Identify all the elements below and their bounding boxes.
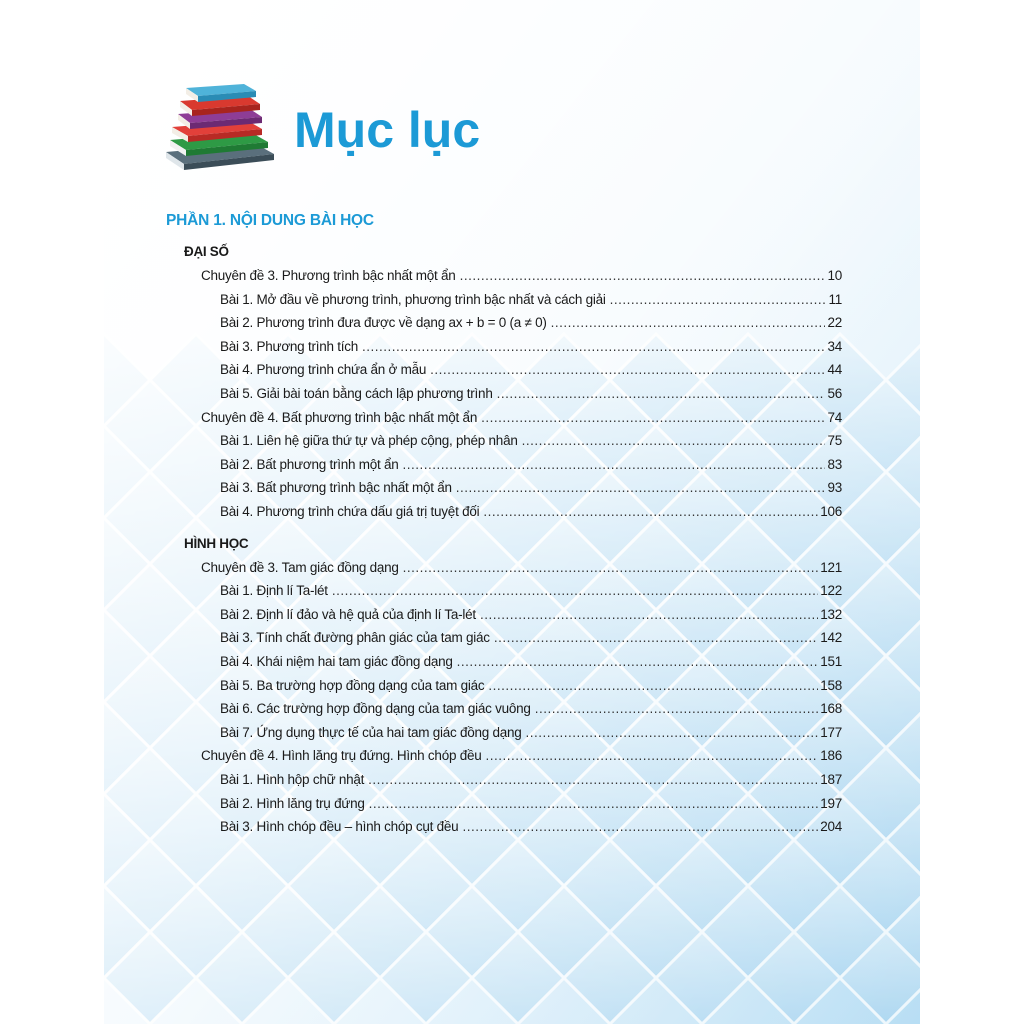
toc-lesson-entry[interactable] <box>220 819 842 839</box>
toc-page-number: 151 <box>820 654 842 669</box>
toc-lesson-entry[interactable] <box>220 725 842 745</box>
toc-chapter-entry[interactable] <box>201 268 842 288</box>
toc-lesson-entry[interactable] <box>220 583 842 603</box>
toc-entry-title: Bài 4. Khái niệm hai tam giác đồng dạng <box>220 654 453 669</box>
toc-lesson-entry[interactable] <box>220 654 842 674</box>
toc-lesson-entry[interactable] <box>220 362 842 382</box>
toc-lesson-entry[interactable] <box>220 678 842 698</box>
toc-entry-title: Bài 2. Phương trình đưa được về dạng ax + b = 0 (a ≠ 0) <box>220 315 547 331</box>
dot-leader <box>480 607 818 622</box>
dot-leader <box>430 362 825 377</box>
toc-entry-title: Bài 7. Ứng dụng thực tế của hai tam giác đồng dạng <box>220 724 522 740</box>
toc-lesson-entry[interactable] <box>220 433 842 453</box>
toc-page-number: 34 <box>827 338 842 354</box>
toc-entry-title: Chuyên đề 4. Bất phương trình bậc nhất một ẩn <box>201 409 478 425</box>
page-title: Mục lục <box>294 102 481 158</box>
dot-leader <box>481 410 825 425</box>
toc-page-number: 158 <box>820 677 842 693</box>
toc-entry-title: Bài 6. Các trường hợp đồng dạng của tam giác vuông <box>220 701 531 717</box>
dot-leader <box>456 480 826 495</box>
dot-leader <box>460 268 826 283</box>
toc-page-number: 22 <box>827 315 842 331</box>
toc-lesson-entry[interactable] <box>220 796 842 816</box>
toc-lesson-entry[interactable] <box>220 386 842 406</box>
toc-entry-title: Bài 1. Hình hộp chữ nhật <box>220 772 365 787</box>
toc-chapter-entry[interactable] <box>201 748 842 768</box>
dot-leader <box>368 772 818 787</box>
toc-chapter-entry[interactable] <box>201 410 842 430</box>
toc-lesson-entry[interactable] <box>220 480 842 500</box>
toc-page-number: 197 <box>820 795 842 811</box>
toc-entry-title: Bài 4. Phương trình chứa ẩn ở mẫu <box>220 362 427 378</box>
dot-leader <box>403 457 826 472</box>
toc-page-number: 11 <box>828 291 842 307</box>
toc-entry-title: Bài 1. Định lí Ta-lét <box>220 583 328 599</box>
toc-page-number: 121 <box>820 559 842 575</box>
part-title: PHẦN 1. NỘI DUNG BÀI HỌC <box>166 212 374 229</box>
toc-entry-title: Bài 2. Hình lăng trụ đứng <box>220 795 365 811</box>
toc-entry-title: Bài 3. Phương trình tích <box>220 338 358 354</box>
dot-leader <box>526 725 819 740</box>
toc-lesson-entry[interactable] <box>220 607 842 627</box>
dot-leader <box>462 819 818 834</box>
dot-leader <box>494 630 818 645</box>
dot-leader <box>332 583 818 598</box>
toc-page-number: 177 <box>820 724 842 740</box>
dot-leader <box>362 339 826 354</box>
toc-lesson-entry[interactable] <box>220 315 842 335</box>
dot-leader <box>369 796 819 811</box>
toc-page-number: 44 <box>827 362 842 378</box>
toc-entry-title: Bài 5. Ba trường hợp đồng dạng của tam giác <box>220 677 485 693</box>
toc-lesson-entry[interactable] <box>220 701 842 721</box>
toc-lesson-entry[interactable] <box>220 339 842 359</box>
toc-entry-title: Bài 2. Định lí đảo và hệ quả của định lí Ta-lét <box>220 606 476 622</box>
dot-leader <box>457 654 819 669</box>
toc-entry-title: Bài 2. Bất phương trình một ẩn <box>220 456 399 472</box>
toc-page-number: 132 <box>820 606 842 622</box>
toc-page-number: 10 <box>827 268 842 283</box>
toc-page-number: 56 <box>827 386 842 401</box>
dot-leader <box>535 701 819 716</box>
toc-page-number: 186 <box>820 748 842 764</box>
dot-leader <box>610 292 827 307</box>
toc-entry-title: Bài 3. Hình chóp đều – hình chóp cụt đều <box>220 819 459 835</box>
toc-page <box>104 0 920 1024</box>
toc-page-number: 204 <box>820 819 842 835</box>
toc-page-number: 122 <box>820 583 842 599</box>
section-heading: ĐẠI SỐ <box>184 244 229 259</box>
toc-entry-title: Bài 1. Mở đầu về phương trình, phương trình bậc nhất và cách giải <box>220 291 606 307</box>
dot-leader <box>497 386 826 401</box>
toc-entry-title: Bài 4. Phương trình chứa dấu giá trị tuyệt đối <box>220 504 480 519</box>
toc-entry-title: Bài 3. Bất phương trình bậc nhất một ẩn <box>220 480 452 496</box>
dot-leader <box>522 433 826 448</box>
toc-page-number: 187 <box>820 772 842 787</box>
toc-lesson-entry[interactable] <box>220 504 842 524</box>
toc-entry-title: Bài 1. Liên hệ giữa thứ tự và phép cộng, phép nhân <box>220 433 518 449</box>
toc-chapter-entry[interactable] <box>201 560 842 580</box>
toc-page-number: 74 <box>827 409 842 425</box>
toc-entry-title: Bài 3. Tính chất đường phân giác của tam giác <box>220 630 490 646</box>
dot-leader <box>551 315 826 330</box>
toc-lesson-entry[interactable] <box>220 292 842 312</box>
toc-entry-title: Chuyên đề 4. Hình lăng trụ đứng. Hình chóp đều <box>201 748 482 764</box>
toc-page-number: 83 <box>827 456 842 472</box>
section-heading: HÌNH HỌC <box>184 535 249 551</box>
toc-page-number: 75 <box>827 433 842 449</box>
dot-leader <box>403 560 819 575</box>
dot-leader <box>483 504 818 519</box>
toc-lesson-entry[interactable] <box>220 457 842 477</box>
toc-lesson-entry[interactable] <box>220 772 842 792</box>
table-of-contents <box>104 0 920 1024</box>
toc-entry-title: Chuyên đề 3. Tam giác đồng dạng <box>201 559 399 575</box>
toc-lesson-entry[interactable] <box>220 630 842 650</box>
dot-leader <box>485 748 818 763</box>
toc-entry-title: Bài 5. Giải bài toán bằng cách lập phương trình <box>220 386 493 401</box>
toc-page-number: 168 <box>820 701 842 717</box>
toc-entry-title: Chuyên đề 3. Phương trình bậc nhất một ẩn <box>201 268 456 283</box>
toc-page-number: 142 <box>820 630 842 646</box>
toc-page-number: 106 <box>820 504 842 519</box>
toc-page-number: 93 <box>827 480 842 496</box>
dot-leader <box>488 678 818 693</box>
